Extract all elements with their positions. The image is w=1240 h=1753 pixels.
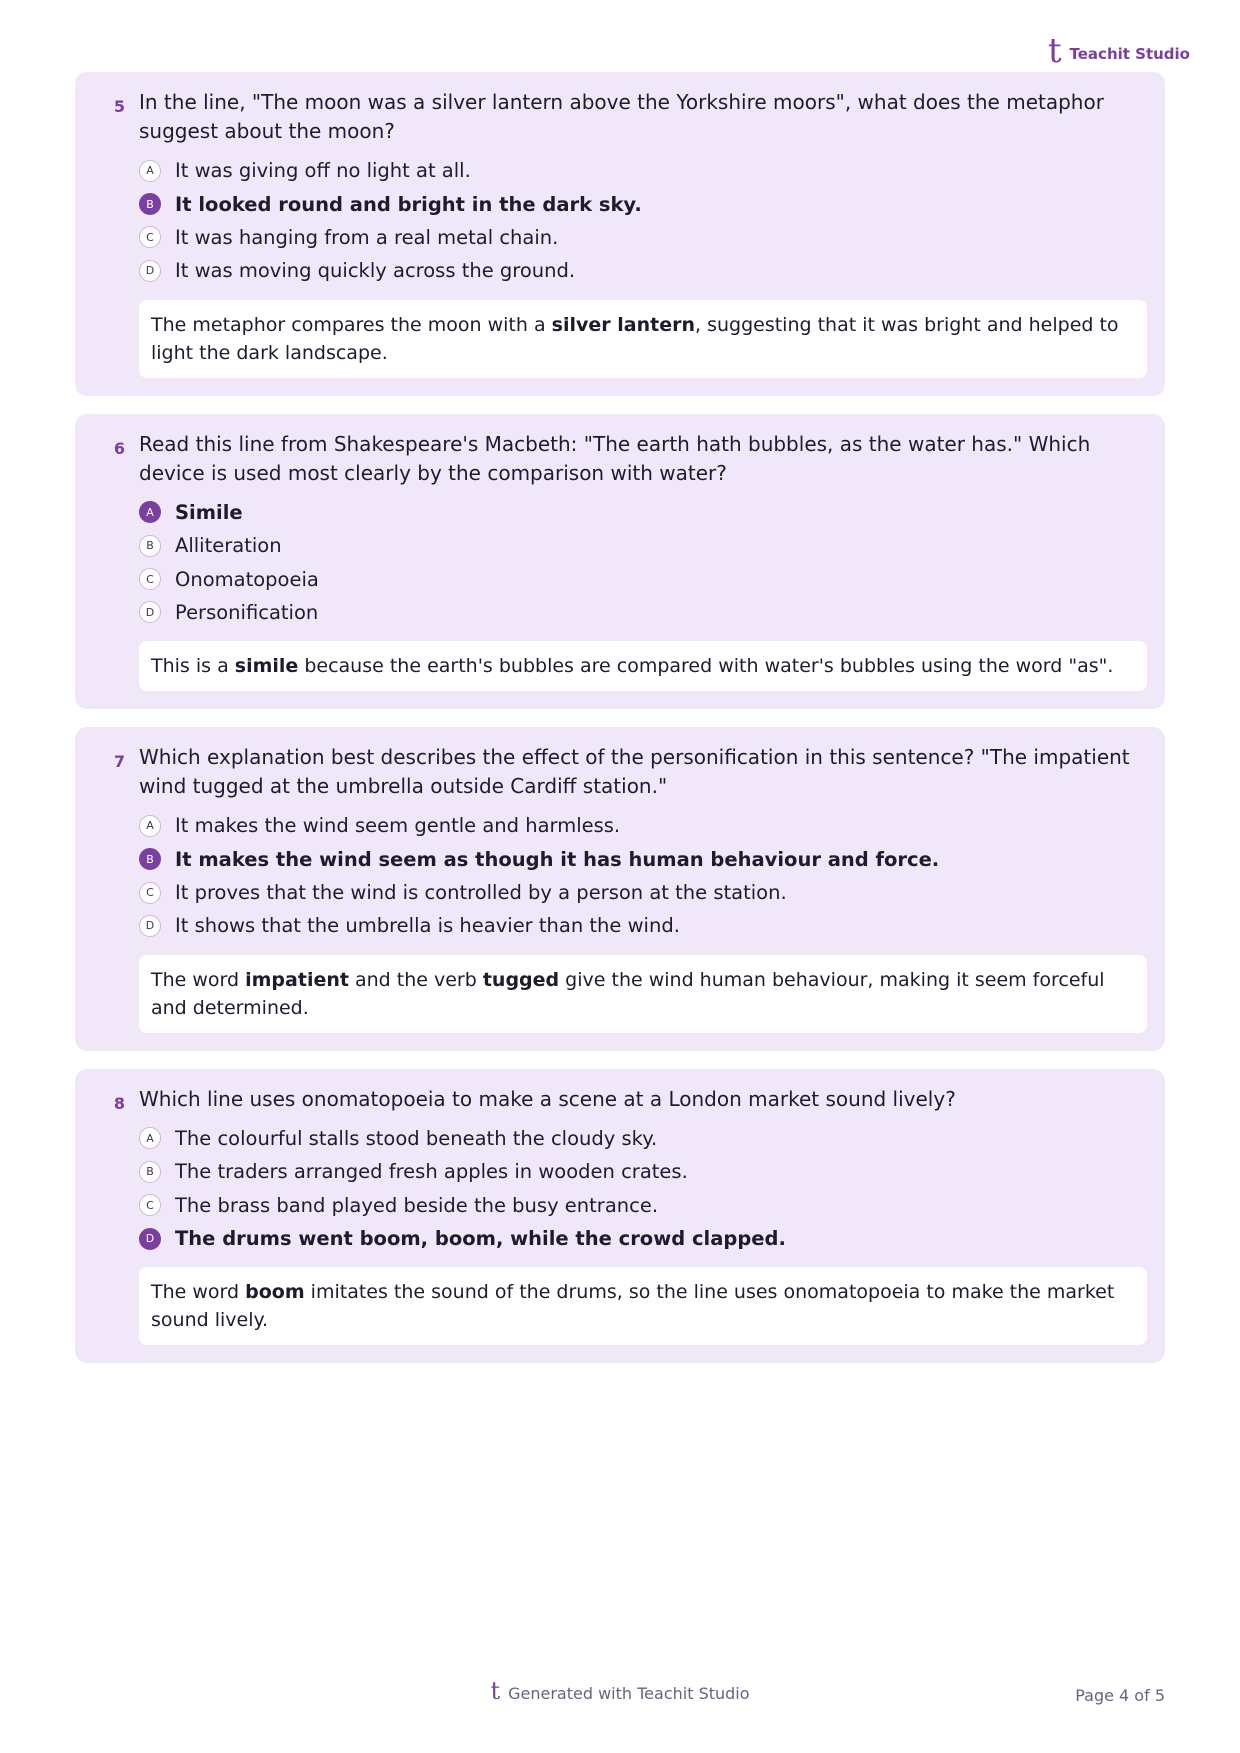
option-c[interactable] (139, 876, 1147, 909)
option-text: It proves that the wind is controlled by a person at the station. (175, 881, 787, 905)
footer-generated-text: Generated with Teachit Studio (508, 1683, 750, 1703)
option-letter-badge: C (139, 882, 161, 904)
explanation-keyword: tugged (482, 968, 560, 991)
option-c[interactable] (139, 562, 1147, 595)
option-text: Simile (175, 500, 243, 524)
question-list (75, 72, 1165, 1381)
explanation-text: because the earth's bubbles are compared with water's bubbles using the word "as". (298, 655, 1114, 678)
option-b[interactable] (139, 187, 1147, 220)
question-text: Which explanation best describes the effect of the personification in this sentence? "The impatient wind tugged at the umbrella outside Cardiff station." (139, 745, 1130, 799)
explanation-text: and the verb (348, 968, 483, 991)
explanation-text: , suggesting that it was bright and helped to light the dark landscape. (151, 313, 1119, 364)
option-b[interactable] (139, 529, 1147, 562)
option-letter-badge: A (139, 815, 161, 837)
explanation-box (139, 300, 1147, 378)
explanation-keyword: simile (234, 655, 299, 678)
page-number: Page 4 of 5 (1075, 1686, 1165, 1705)
explanation-keyword: boom (245, 1281, 305, 1304)
option-letter-badge: B (139, 535, 161, 557)
option-text: Onomatopoeia (175, 567, 319, 591)
option-letter-badge: A (139, 1127, 161, 1149)
option-d[interactable] (139, 254, 1147, 287)
option-letter-badge: A (139, 501, 161, 523)
explanation-keyword: silver lantern (551, 313, 695, 336)
option-a[interactable] (139, 154, 1147, 187)
explanation-keyword: impatient (245, 968, 349, 991)
option-text: It makes the wind seem gentle and harmless. (175, 814, 621, 838)
question-number: 7 (113, 752, 125, 772)
explanation-box (139, 955, 1147, 1033)
option-text: Alliteration (175, 534, 282, 558)
explanation-text: This is a (151, 655, 235, 678)
option-text: The drums went boom, boom, while the crowd clapped. (175, 1227, 786, 1251)
question-card (75, 727, 1165, 1051)
option-letter-badge: B (139, 1161, 161, 1183)
brand-name: Teachit Studio (1069, 45, 1190, 63)
option-letter-badge: B (139, 848, 161, 870)
option-letter-badge: D (139, 260, 161, 282)
option-letter-badge: D (139, 601, 161, 623)
option-a[interactable] (139, 496, 1147, 529)
explanation-text: give the wind human behaviour, making it seem forceful and determined. (151, 968, 1105, 1019)
question-card (75, 72, 1165, 396)
footer-credit (0, 1677, 1240, 1705)
option-b[interactable] (139, 843, 1147, 876)
option-letter-badge: B (139, 193, 161, 215)
option-a[interactable] (139, 1122, 1147, 1155)
option-text: It was moving quickly across the ground. (175, 259, 576, 283)
brand-logo-icon: t (1047, 31, 1062, 71)
option-text: Personification (175, 600, 319, 624)
option-list (139, 496, 1147, 630)
option-text: It looked round and bright in the dark sky. (175, 192, 642, 216)
option-b[interactable] (139, 1155, 1147, 1188)
question-text: In the line, "The moon was a silver lantern above the Yorkshire moors", what does the metaphor suggest about the moon? (139, 90, 1104, 143)
option-letter-badge: C (139, 226, 161, 248)
option-a[interactable] (139, 809, 1147, 842)
option-letter-badge: D (139, 1228, 161, 1250)
question-card (75, 1069, 1165, 1364)
option-letter-badge: C (139, 568, 161, 590)
explanation-box (139, 641, 1147, 691)
question-number: 6 (113, 438, 125, 458)
option-text: It shows that the umbrella is heavier than the wind. (175, 914, 680, 938)
explanation-text: The word (151, 1281, 246, 1304)
footer-logo-icon: t (490, 1677, 501, 1705)
option-list (139, 154, 1147, 288)
option-c[interactable] (139, 221, 1147, 254)
question-card (75, 414, 1165, 710)
option-d[interactable] (139, 596, 1147, 629)
option-text: The traders arranged fresh apples in wooden crates. (175, 1160, 688, 1184)
option-text: It makes the wind seem as though it has human behaviour and force. (175, 847, 940, 871)
explanation-box (139, 1267, 1147, 1345)
option-d[interactable] (139, 909, 1147, 942)
option-list (139, 809, 1147, 943)
option-text: The colourful stalls stood beneath the cloudy sky. (175, 1126, 658, 1150)
question-number: 5 (113, 97, 125, 116)
option-text: It was giving off no light at all. (175, 159, 471, 183)
question-text: Read this line from Shakespeare's Macbeth: "The earth hath bubbles, as the water has." Which device is used most clearly by the comparison with water? (139, 431, 1091, 485)
question-text: Which line uses onomatopoeia to make a scene at a London market sound lively? (139, 1086, 956, 1111)
explanation-text: The word (151, 968, 246, 991)
option-c[interactable] (139, 1188, 1147, 1221)
header-brand (1047, 31, 1190, 71)
explanation-text: imitates the sound of the drums, so the line uses onomatopoeia to make the market sound lively. (151, 1281, 1115, 1332)
option-letter-badge: A (139, 160, 161, 182)
explanation-text: The metaphor compares the moon with a (151, 313, 552, 336)
option-letter-badge: C (139, 1194, 161, 1216)
question-number: 8 (113, 1093, 125, 1113)
option-text: The brass band played beside the busy entrance. (175, 1193, 659, 1217)
option-d[interactable] (139, 1222, 1147, 1255)
option-list (139, 1122, 1147, 1256)
option-text: It was hanging from a real metal chain. (175, 225, 559, 249)
option-letter-badge: D (139, 915, 161, 937)
